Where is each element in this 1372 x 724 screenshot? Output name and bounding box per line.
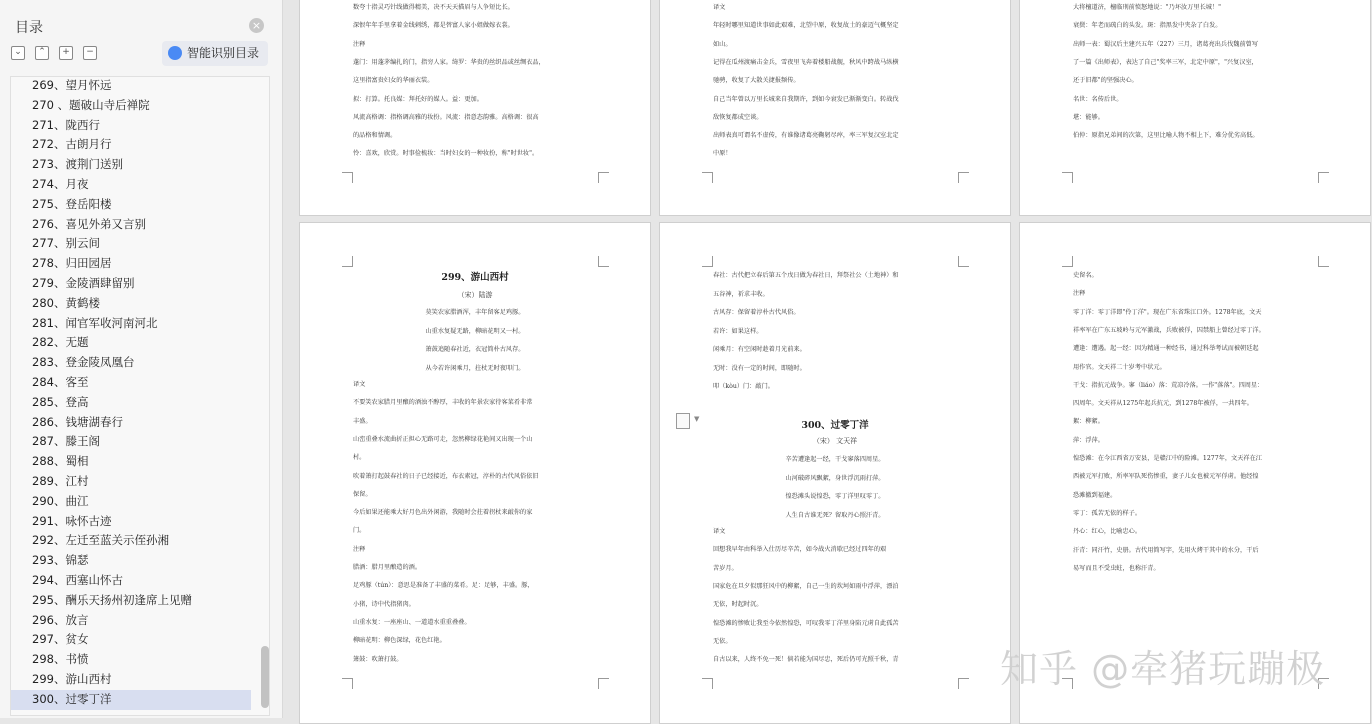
text-line: 拟：打算。托良媒：拜托好的媒人。益：更加。 xyxy=(353,95,483,103)
toc-item[interactable]: 300、过零丁洋 xyxy=(11,690,251,710)
text-line: 国家危在旦夕似那狂风中的柳絮，自己一生的坎坷如雨中浮萍，漂泊 xyxy=(713,582,899,590)
toc-item[interactable]: 286、钱塘湖春行 xyxy=(32,414,123,429)
text-line: 堪：能够。 xyxy=(1073,113,1104,121)
text-line: 惶恐滩的惨败让我至今依然惶恐，可叹我零丁洋里身陷元虏自此孤苦 xyxy=(713,619,899,627)
remove-icon[interactable]: − xyxy=(83,46,97,60)
text-line: 回想我早年由科举入仕历尽辛苦，如今战火消歇已经过四年的艰 xyxy=(713,546,887,554)
text-line: 山重水复：一座座山、一道道水重重叠叠。 xyxy=(353,618,471,626)
text-line: 深恨年年手里拿着金线刺绣，都是替富人家小姐做嫁衣裳。 xyxy=(353,22,514,30)
toc-item[interactable]: 296、放言 xyxy=(32,612,89,627)
text-line: 山重水复疑无路，柳暗花明又一村。 xyxy=(425,327,525,335)
toc-item[interactable]: 273、渡荆门送别 xyxy=(32,157,123,172)
toc-item[interactable]: 290、曲江 xyxy=(32,493,89,508)
text-line: 遭逢：遭遇。起一经：因为精通一种经书，通过科举考试而被朝廷起 xyxy=(1073,345,1259,353)
text-line: 吹着箫打起鼓春社的日子已经接近，布衣素冠，淳朴的古代风俗依旧 xyxy=(353,472,539,480)
text-line: 伯仲：原指兄弟间的次第，这里比喻人物不相上下，难分优劣高低。 xyxy=(1073,132,1259,140)
toc-item[interactable]: 289、江村 xyxy=(32,473,89,488)
text-line: 译文 xyxy=(353,381,366,388)
toc-item[interactable]: 277、别云间 xyxy=(32,236,100,251)
toc-item[interactable]: 274、月夜 xyxy=(32,176,89,191)
text-line: 叩（kòu）门：敲门。 xyxy=(713,383,774,390)
crop-mark xyxy=(342,256,353,267)
collapse-down-icon[interactable]: ⌄ xyxy=(11,46,25,60)
text-line: 衰鬓：年老而疏白的头发。斑：指黑发中夹杂了白发。 xyxy=(1073,22,1222,30)
text-line: 萍：浮萍。 xyxy=(1073,436,1104,444)
text-line: 丹心：红心，比喻忠心。 xyxy=(1073,528,1142,536)
text-line: 五谷神，祈求丰收。 xyxy=(713,290,769,298)
toc-item[interactable]: 294、西塞山怀古 xyxy=(32,572,123,587)
toc-item[interactable]: 295、酬乐天扬州初逢席上见赠 xyxy=(32,592,192,607)
toc-item[interactable]: 291、咏怀古迹 xyxy=(32,513,112,528)
chevron-down-icon[interactable]: ▼ xyxy=(694,415,700,423)
text-line: 古风存：保留着淳朴古代风俗。 xyxy=(713,309,800,316)
text-line: 山河破碎风飘絮，身世浮沉雨打萍。 xyxy=(785,474,885,482)
toc-item[interactable]: 285、登高 xyxy=(32,394,89,409)
toc-title: 目录 xyxy=(15,20,43,36)
text-line: 出师表真可谓名不虚传，有谁像诸葛亮鞠躬尽瘁，率三军复汉室北定 xyxy=(713,132,899,140)
text-line: 记得在瓜州渡痛击金兵，雪夜里飞奔着楼船战舰，秋风中跨战马纵横 xyxy=(713,58,899,66)
text-line: 译文 xyxy=(713,4,726,11)
text-line: 保留。 xyxy=(353,490,372,498)
text-line: 闲乘月：有空闲时趁着月光前来。 xyxy=(713,346,806,353)
toc-item[interactable]: 293、锦瑟 xyxy=(32,553,89,568)
crop-mark xyxy=(598,256,609,267)
text-line: 注释 xyxy=(353,545,366,553)
toc-item[interactable]: 271、陇西行 xyxy=(32,117,100,132)
toc-item[interactable]: 281、闻官军收河南河北 xyxy=(32,315,158,330)
smart-toc-button[interactable] xyxy=(162,41,268,66)
poem-title: 300、过零丁洋 xyxy=(801,420,869,431)
poem-author: （宋）陆游 xyxy=(457,291,493,299)
text-line: 人生自古谁无死？留取丹心照汗青。 xyxy=(785,511,885,519)
document-icon[interactable] xyxy=(676,413,690,429)
crop-mark xyxy=(598,678,609,689)
text-line: 年轻时哪里知道世事如此艰难，北望中原，收复故土的豪迈气概坚定 xyxy=(713,22,899,30)
text-line: 西被元军打败，所率军队死伤惨重，妻子儿女也被元军俘虏。他经惶 xyxy=(1073,473,1259,481)
toc-item[interactable]: 278、归田园居 xyxy=(32,256,112,271)
crop-mark xyxy=(1318,172,1329,183)
text-line: 絮：柳絮。 xyxy=(1073,418,1104,426)
text-line: 干戈：指抗元战争。寥（liáo）落：荒凉冷落。一作"落落"。四周星： xyxy=(1073,381,1264,389)
text-line: 春社：古代把立春后第五个戊日做为春社日，拜祭社公（土地神）和 xyxy=(713,272,899,279)
text-line: 大将檀道济，檀临刑前愤怒地说："乃坏汝万里长城！" xyxy=(1073,4,1222,11)
toc-list-panel xyxy=(10,76,270,716)
crop-mark xyxy=(702,256,713,267)
text-line: 易写而且不受虫蛀，也称汗青。 xyxy=(1073,564,1160,572)
text-line: 村。 xyxy=(353,454,366,462)
text-line: 腊酒：腊月里酿造的酒。 xyxy=(353,564,422,571)
toc-item[interactable]: 284、客至 xyxy=(32,374,89,389)
watermark: 知乎 @牵猪玩蹦极 xyxy=(1000,647,1326,691)
toc-item[interactable]: 299、游山西村 xyxy=(32,671,112,686)
text-line: 注释 xyxy=(353,40,366,48)
text-line: 门。 xyxy=(353,527,366,535)
text-line: 数夸十指灵巧针线做得精美，决不天天描眉与人争短比长。 xyxy=(353,4,514,11)
text-line: 不要笑农家腊月里酿的酒浊不醇厚，丰收的年景农家待客菜肴非常 xyxy=(353,399,533,407)
toc-sidebar xyxy=(0,0,283,718)
toc-item[interactable]: 275、登岳阳楼 xyxy=(32,196,112,211)
add-icon[interactable]: + xyxy=(59,46,73,60)
toc-item[interactable]: 282、无题 xyxy=(32,335,89,350)
text-line: 自古以来，人终不免一死！倘若能为国尽忠，死后仍可光照千秋，青 xyxy=(713,656,899,664)
text-line: 山峦重叠水流曲折正担心无路可走，忽然柳绿花艳间又出现一个山 xyxy=(353,435,533,443)
text-line: 从今若许闲乘月，拄杖无时夜叩门。 xyxy=(425,364,525,372)
text-line: 名世：名传后世。 xyxy=(1073,95,1123,103)
poem-title: 299、游山西村 xyxy=(441,272,509,283)
text-line: 无依。 xyxy=(713,637,732,645)
crop-mark xyxy=(1318,256,1329,267)
text-line: 苦岁月。 xyxy=(713,564,738,572)
poem-author: （宋） 文天祥 xyxy=(812,437,858,445)
toc-item[interactable]: 272、古朗月行 xyxy=(32,137,112,152)
text-line: 蓬门：用蓬茅编扎的门，指穷人家。绮罗：华贵的丝织品或丝绸衣品， xyxy=(353,58,545,66)
crop-mark xyxy=(702,678,713,689)
text-line: 用作官。文天祥二十岁考中状元。 xyxy=(1073,363,1166,371)
text-line: 注释 xyxy=(1073,290,1086,298)
toc-item[interactable]: 270 、题破山寺后禅院 xyxy=(32,97,150,112)
toc-list xyxy=(11,76,251,710)
ai-icon xyxy=(168,46,182,60)
text-line: 丰盛。 xyxy=(353,417,372,425)
scrollbar-thumb[interactable] xyxy=(261,646,269,708)
text-line: 零丁：孤苦无依的样子。 xyxy=(1073,509,1142,517)
text-line: 无时：没有一定的时间，即随时。 xyxy=(713,364,806,372)
text-line: 出师一表：蜀汉后主建兴五年（227）三月，诸葛亮出兵伐魏前曾写 xyxy=(1073,40,1259,48)
text-line: 自己当年曾以万里长城来自我期许，到如今衰发已渐渐变白。转战伐 xyxy=(713,95,899,103)
text-line: 还于旧都"的坚强决心。 xyxy=(1073,77,1138,85)
text-line: 今后如果还能乘大好月色出外闲游，我随时会拄着拐杖来敲你的家 xyxy=(353,509,533,517)
text-line: 祥率军在广东五坡岭与元军激战，兵败被俘，囚禁船上曾经过零丁洋。 xyxy=(1073,326,1265,334)
toc-item[interactable]: 298、书愤 xyxy=(32,652,89,667)
text-line: 四周年。文天祥从1275年起兵抗元，到1278年被俘，一共四年。 xyxy=(1073,400,1253,408)
expand-up-icon[interactable]: ⌃ xyxy=(35,46,49,60)
crop-mark xyxy=(1062,256,1073,267)
text-line: 史留名。 xyxy=(1073,272,1098,279)
text-line: 译文 xyxy=(713,528,726,535)
toc-item[interactable]: 297、贫女 xyxy=(32,632,89,647)
crop-mark xyxy=(1062,172,1073,183)
text-line: 辛苦遭逢起一经，干戈寥落四周星。 xyxy=(785,456,885,463)
text-line: 这里指富贵妇女的华丽衣装。 xyxy=(353,77,434,85)
toc-item[interactable]: 283、登金陵凤凰台 xyxy=(32,355,135,370)
page-top-right xyxy=(1019,0,1371,216)
crop-mark xyxy=(342,172,353,183)
text-line: 驰骋，收复了大散关捷报频传。 xyxy=(713,77,800,85)
text-line: 箫鼓追随春社近，衣冠简朴古风存。 xyxy=(425,346,525,353)
text-line: 中原！ xyxy=(713,150,732,158)
text-line: 恐滩撤到福建。 xyxy=(1073,491,1117,499)
text-line: 柳暗花明：柳色深绿，花色红艳。 xyxy=(353,637,446,645)
text-line: 怜：喜欢，欣赏。时事俭梳妆：当时妇女的一种妆扮，称"时世妆"。 xyxy=(353,150,539,158)
crop-mark xyxy=(958,172,969,183)
text-line: 无依，时起时沉。 xyxy=(713,601,763,609)
toc-item[interactable]: 288、蜀相 xyxy=(32,454,89,469)
text-line: 敌恢复都成空谈。 xyxy=(713,113,763,121)
close-icon[interactable]: × xyxy=(249,18,264,33)
crop-mark xyxy=(702,172,713,183)
text-line: 莫笑农家腊酒浑，丰年留客足鸡豚。 xyxy=(425,309,525,316)
crop-mark xyxy=(958,678,969,689)
page-top-middle xyxy=(659,0,1011,216)
page-bottom-left xyxy=(299,222,651,724)
text-line: 惶恐滩：在今江西省万安县，是赣江中的险滩。1277年，文天祥在江 xyxy=(1073,455,1262,462)
text-line: 零丁洋：零丁洋即"伶丁洋"。现在广东省珠江口外。1278年底，文天 xyxy=(1073,308,1262,316)
text-line: 足鸡豚（tún）：意思是准备了丰盛的菜肴。足：足够，丰盛。豚， xyxy=(353,582,534,590)
toc-item[interactable]: 280、黄鹤楼 xyxy=(32,295,100,310)
text-line: 箫鼓：吹箫打鼓。 xyxy=(353,655,403,663)
text-line: 如山。 xyxy=(713,40,732,48)
text-line: 风流高格调：指格调高雅的妆扮。风流：指意态韵雅。高格调：很高 xyxy=(353,113,539,121)
toc-item[interactable]: 269、望月怀远 xyxy=(32,78,112,92)
text-line: 若许：如果这样。 xyxy=(713,327,763,335)
text-line: 的品格和情调。 xyxy=(353,132,397,140)
text-line: 小猪，诗中代指猪肉。 xyxy=(353,600,415,608)
toc-item[interactable]: 276、喜见外弟又言别 xyxy=(32,216,146,231)
text-line: 汗青：同汗竹，史册。古代用简写字，先用火烤干其中的水分，干后 xyxy=(1073,546,1259,554)
toc-item[interactable]: 279、金陵酒肆留别 xyxy=(32,275,135,290)
crop-mark xyxy=(958,256,969,267)
crop-mark xyxy=(342,678,353,689)
smart-toc-label: 智能识别目录 xyxy=(187,46,260,60)
toc-item[interactable]: 287、滕王阁 xyxy=(32,434,100,449)
page-bottom-middle xyxy=(659,222,1011,724)
text-line: 了一篇《出师表》，表达了自己"奖率三军，北定中原"，"兴复汉室， xyxy=(1073,58,1258,66)
text-line: 惶恐滩头说惶恐，零丁洋里叹零丁。 xyxy=(785,493,885,500)
page-top-left xyxy=(299,0,651,216)
crop-mark xyxy=(598,172,609,183)
toc-item[interactable]: 292、左迁至蓝关示侄孙湘 xyxy=(32,533,169,548)
